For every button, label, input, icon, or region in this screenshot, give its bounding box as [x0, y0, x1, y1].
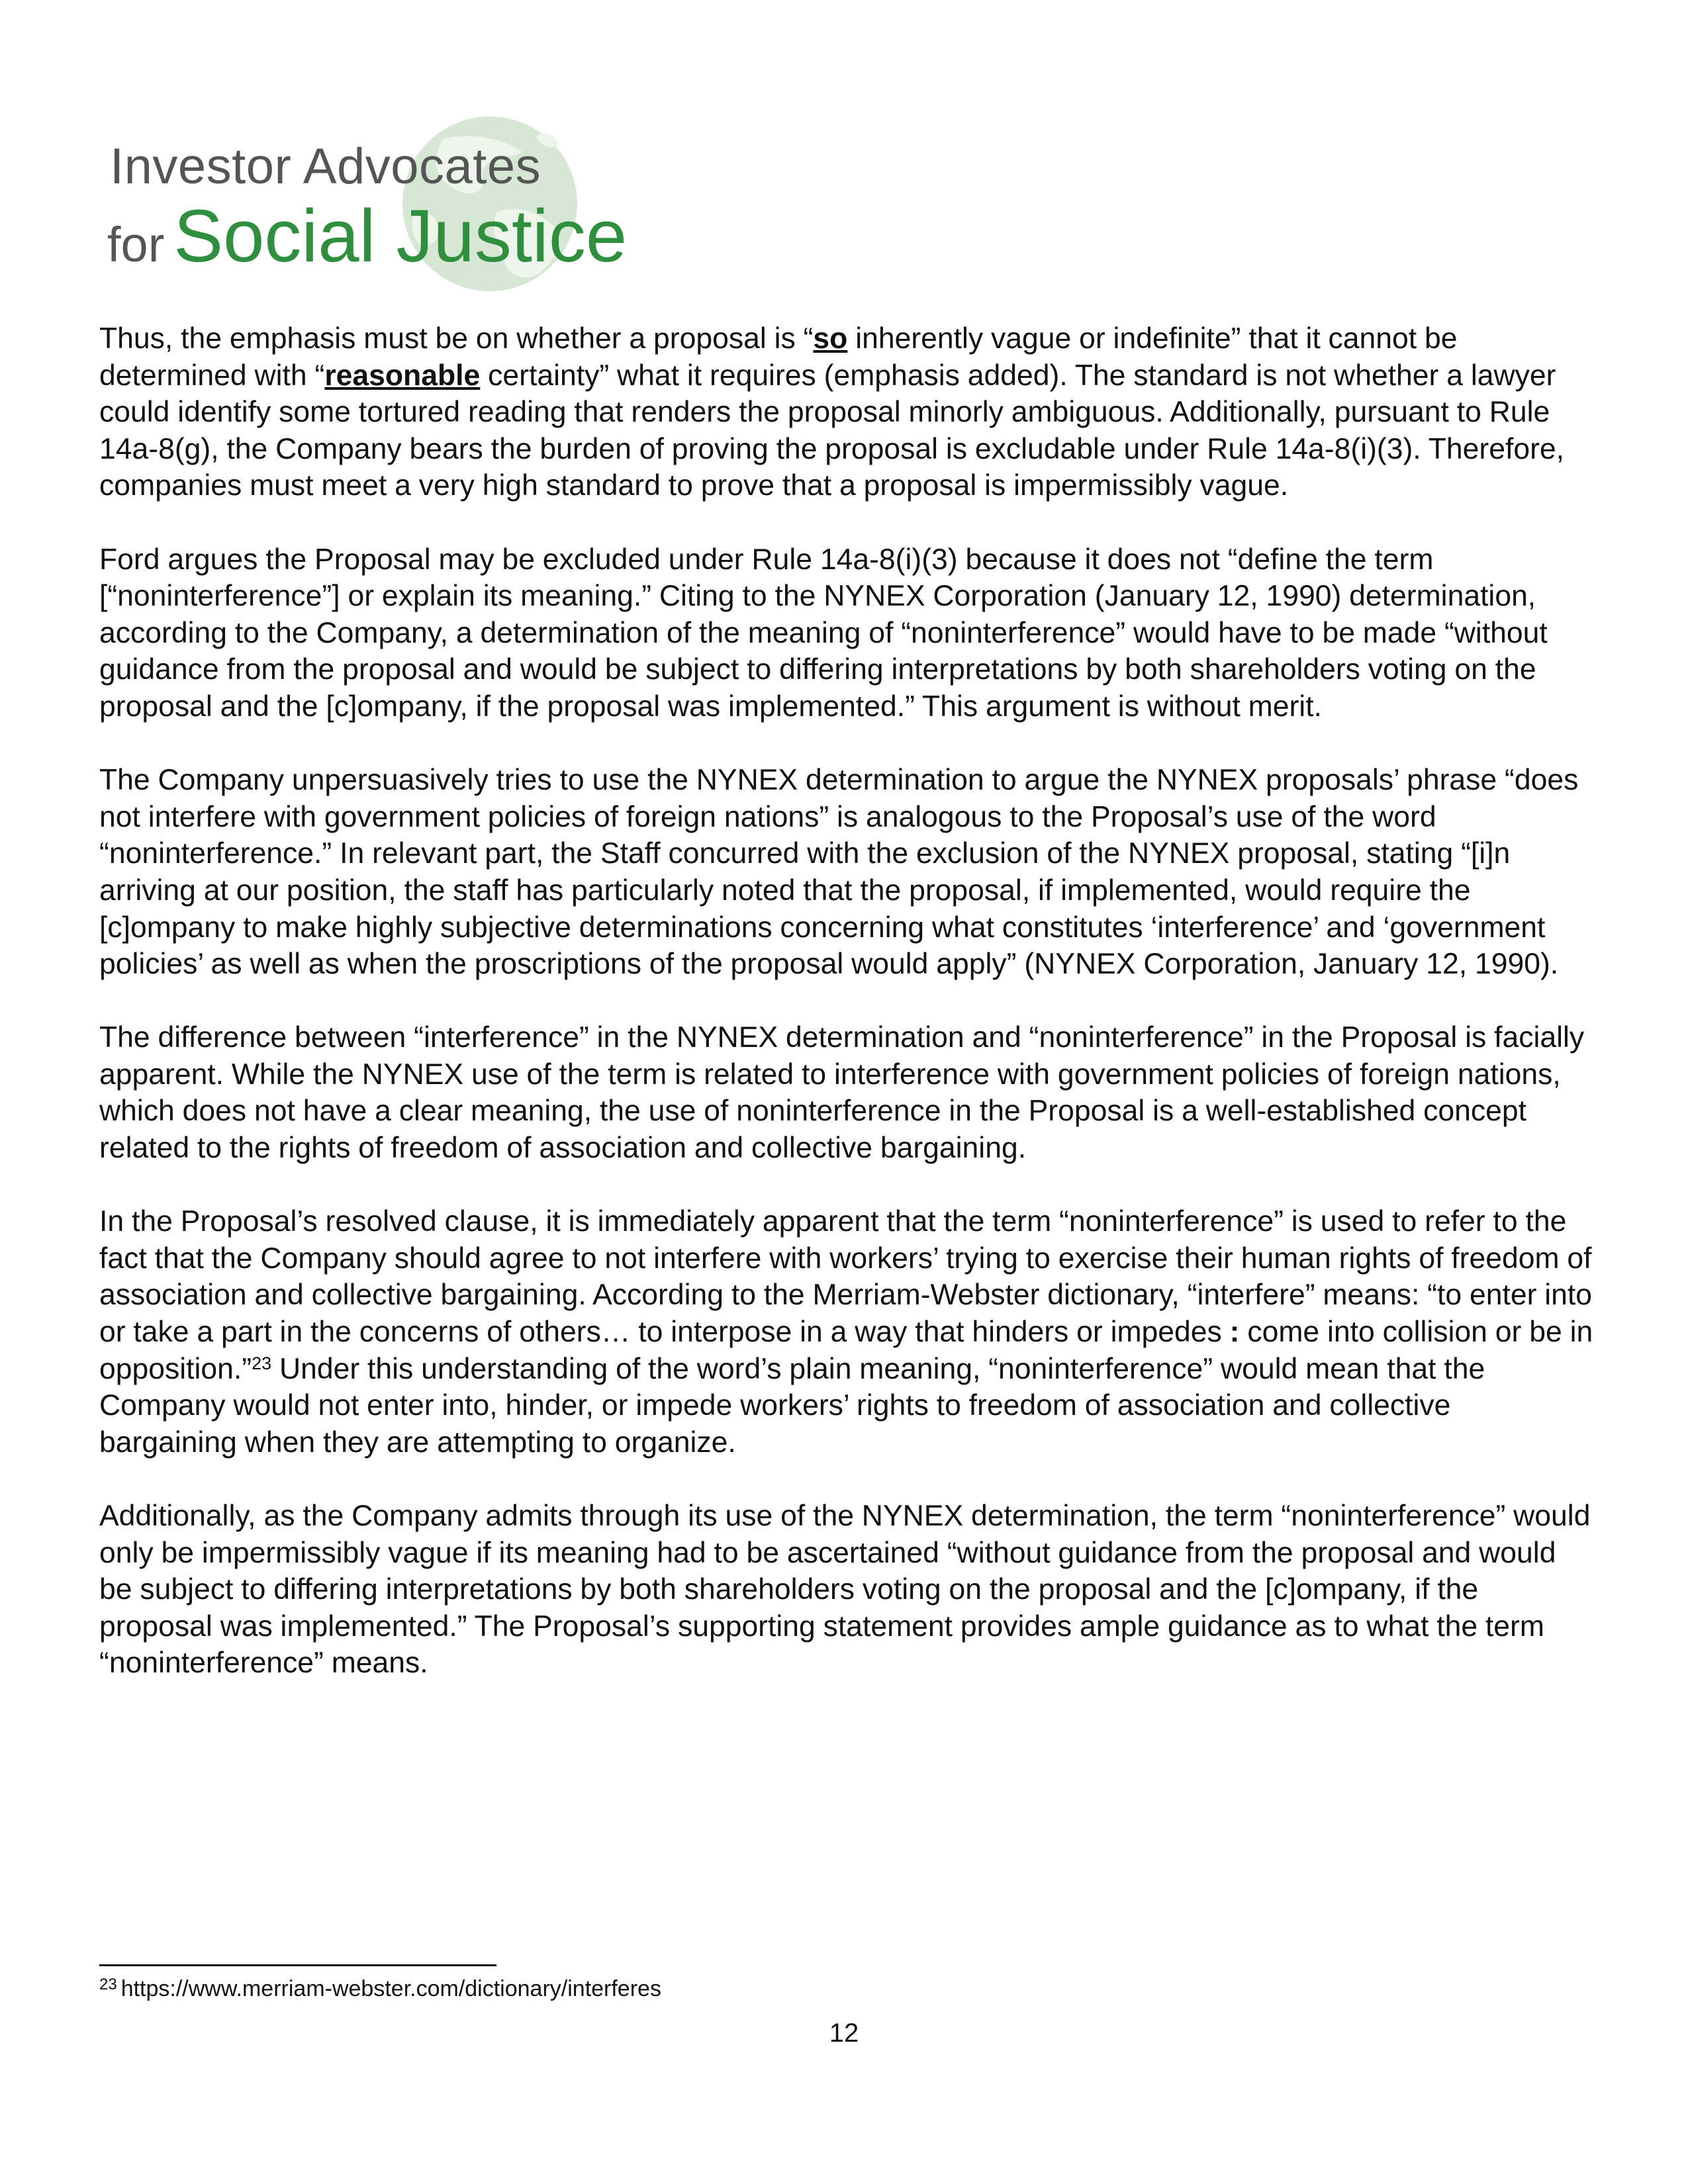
paragraph-4: The difference between “interference” in the NYNEX determination and “noninterference” in the Proposal is facially apparent. While the NYNEX use of the term is related to interference with government policies of foreign nations, which does not have a clear meaning, the use of noninterference in the Proposal is a well-established concept related to the rights of freedom of association and collective bargaining. [99, 1021, 1585, 1165]
paragraph-1-part-1: Thus, the emphasis must be on whether a proposal is “ [99, 322, 814, 355]
footnote [99, 1975, 661, 2003]
page-number: 12 [829, 2019, 859, 2048]
paragraph-6: Additionally, as the Company admits through its use of the NYNEX determination, the term “noninterference” would only be impermissibly vague if its meaning had to be ascertained “without guidance from the proposal and would be subject to differing interpretations by both shareholders voting on the proposal and the [c]ompany, if the proposal was implemented.” The Proposal’s supporting statement provides ample guidance as to what the term “noninterference” means. [99, 1500, 1591, 1680]
logo-line-2 [107, 193, 627, 279]
paragraph-5-part-2: come into collision or be in opposition.” [99, 1316, 1593, 1385]
emphasis-so: so [813, 322, 848, 355]
paragraph-1-part-5: certainty” what it requires (emphasis added). The standard is not whether a lawyer could identify some tortured reading that renders the proposal minorly ambiguous. Additionally, pursuant to Rule 14a-8(g), the Company bears the burden of proving the proposal is excludable under Rule 14a-8(i)(3). Therefore, companies must meet a very high standard to prove that a proposal is impermissibly vague. [99, 359, 1565, 502]
footnote-separator [99, 1964, 496, 1966]
paragraph-1 [99, 320, 1595, 504]
paragraph-5-part-1: In the Proposal’s resolved clause, it is immediately apparent that the term “noninterference” is used to refer to the fact that the Company should agree to not interfere with workers’ trying to exercise their human rights of freedom of association and collective bargaining. According to the Merriam-Webster dictionary, “interfere” means: “to enter into or take a part in the concerns of others… to interpose in a way that hinders or impedes [99, 1205, 1593, 1349]
paragraph-5-part-3: Under this understanding of the word’s plain meaning, “noninterference” would mean that the Company would not enter into, hinder, or impede workers’ rights to freedom of association and collective bargaining when they are attempting to organize. [99, 1352, 1485, 1459]
logo-social-justice: Social Justice [173, 195, 628, 277]
footnote-link[interactable]: https://www.merriam-webster.com/dictionary/interferes [120, 1976, 661, 2001]
emphasis-reasonable: reasonable [324, 359, 481, 392]
logo-for: for [107, 217, 165, 272]
footnote-reference[interactable]: 23 [252, 1353, 272, 1373]
letter-body [99, 320, 1595, 1719]
paragraph-2: Ford argues the Proposal may be excluded under Rule 14a-8(i)(3) because it does not “define the term [“noninterference”] or explain its meaning.” Citing to the NYNEX Corporation (January 12, 1990) determination, according to the Company, a determination of the meaning of “noninterference” would have to be made “without guidance from the proposal and would be subject to differing interpretations by both shareholders voting on the proposal and the [c]ompany, if the proposal was implemented.” This argument is without merit. [99, 543, 1548, 723]
paragraph-5 [99, 1203, 1595, 1461]
paragraph-5-colon: : [1229, 1316, 1240, 1349]
organization-logo [99, 113, 628, 311]
paragraph-1-part-3: inherently vague or indefinite” that it cannot be determined with “ [99, 322, 1458, 392]
footnote-number: 23 [99, 1976, 117, 1993]
paragraph-3: The Company unpersuasively tries to use the NYNEX determination to argue the NYNEX proposals’ phrase “does not interfere with government policies of foreign nations” is analogous to the Proposal’s use of the word “noninterference.” In relevant part, the Staff concurred with the exclusion of the NYNEX proposal, stating “[i]n arriving at our position, the staff has particularly noted that the proposal, if implemented, would require the [c]ompany to make highly subjective determinations concerning what constitutes ‘interference’ and ‘government policies’ as well as when the proscriptions of the proposal would apply” (NYNEX Corporation, January 12, 1990). [99, 764, 1579, 981]
logo-line-1: Investor Advocates [110, 138, 541, 195]
